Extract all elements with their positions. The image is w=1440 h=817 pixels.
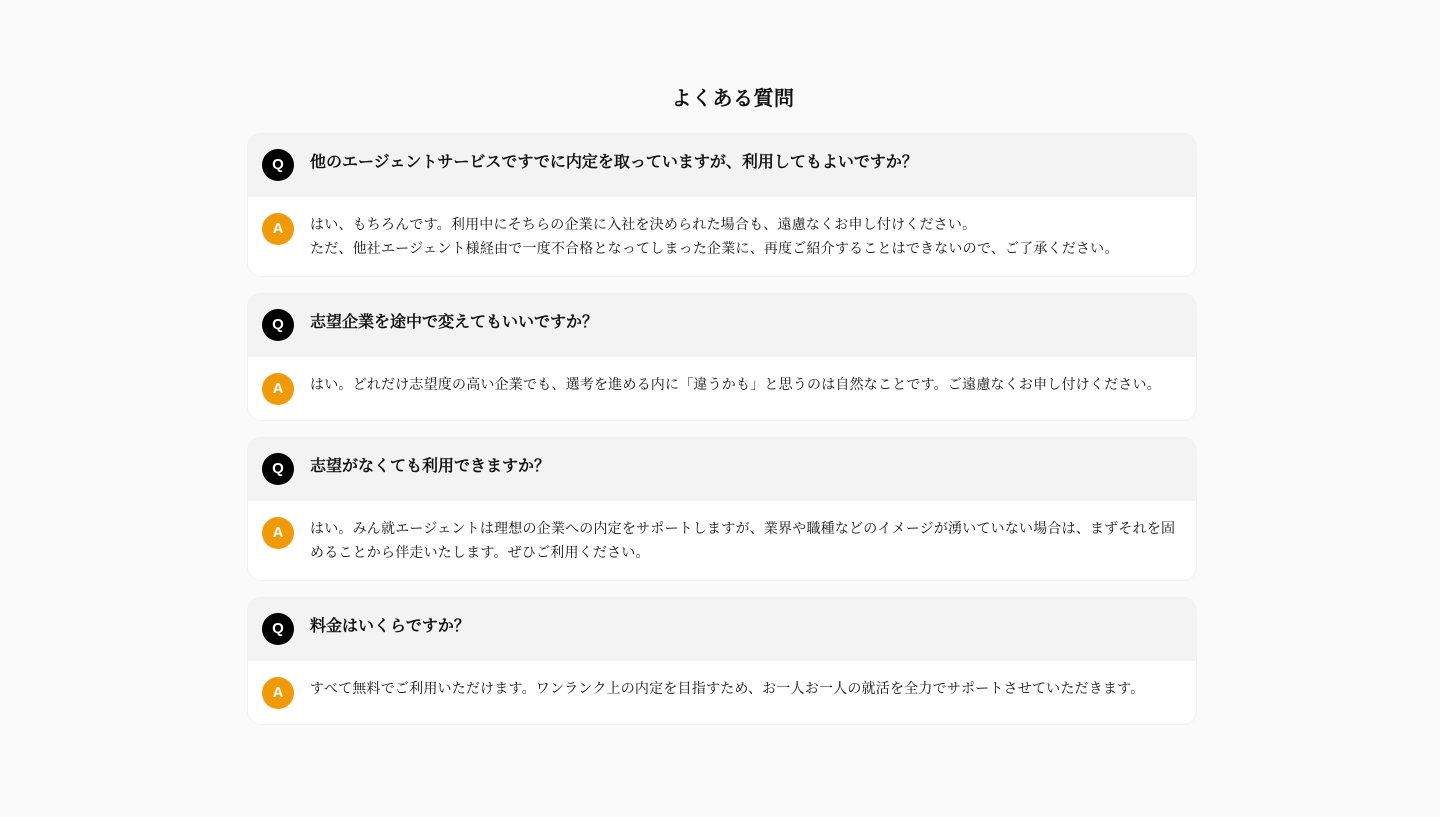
faq-answer-text <box>310 197 1196 276</box>
answer-badge: A <box>262 677 294 709</box>
faq-question-text: 料金はいくらですか？ <box>310 616 470 635</box>
question-badge: Q <box>262 149 294 181</box>
faq-list <box>247 133 1197 741</box>
faq-question-text: 志望がなくても利用できますか？ <box>310 456 551 475</box>
page-title: よくある質問 <box>671 85 795 110</box>
faq-answer-row <box>248 501 1196 580</box>
faq-answer-line: はい、もちろんです。利用中にそちらの企業に入社を決められた場合も、遠慮なくお申し付けください。 <box>310 217 977 233</box>
faq-answer-line: すべて無料でご利用いただけます。ワンランク上の内定を目指すため、お一人お一人の就活を全力でサポートさせていただきます。 <box>310 681 1145 697</box>
faq-item-4 <box>247 597 1197 725</box>
faq-item-3 <box>247 437 1197 581</box>
question-badge: Q <box>262 613 294 645</box>
faq-answer-row <box>248 661 1196 724</box>
question-badge: Q <box>262 453 294 485</box>
faq-question-row[interactable] <box>248 598 1196 661</box>
faq-question-row[interactable] <box>248 134 1196 197</box>
question-badge: Q <box>262 309 294 341</box>
faq-answer-row <box>248 197 1196 276</box>
faq-answer-line: ただ、他社エージェント様経由で一度不合格となってしまった企業に、再度ご紹介することはできないので、ご了承ください。 <box>310 241 1119 257</box>
faq-question-text: 他のエージェントサービスですでに内定を取っていますが、利用してもよいですか？ <box>310 152 918 171</box>
faq-answer-text <box>310 661 1196 716</box>
faq-question-row[interactable] <box>248 438 1196 501</box>
faq-answer-row <box>248 357 1196 420</box>
faq-answer-text <box>310 501 1196 580</box>
faq-item-2 <box>247 293 1197 421</box>
answer-badge: A <box>262 517 294 549</box>
faq-question-row[interactable] <box>248 294 1196 357</box>
faq-question-text: 志望企業を途中で変えてもいいですか？ <box>310 312 599 331</box>
faq-item-1 <box>247 133 1197 277</box>
answer-badge: A <box>262 373 294 405</box>
faq-answer-line: はい。みん就エージェントは理想の企業への内定をサポートしますが、業界や職種などのイメージが湧いていない場合は、まずそれを固めることから伴走いたします。ぜひご利用ください。 <box>310 521 1176 561</box>
answer-badge: A <box>262 213 294 245</box>
faq-answer-text <box>310 357 1196 412</box>
faq-answer-line: はい。どれだけ志望度の高い企業でも、選考を進める内に「違うかも」と思うのは自然なことです。ご遠慮なくお申し付けください。 <box>310 377 1161 393</box>
